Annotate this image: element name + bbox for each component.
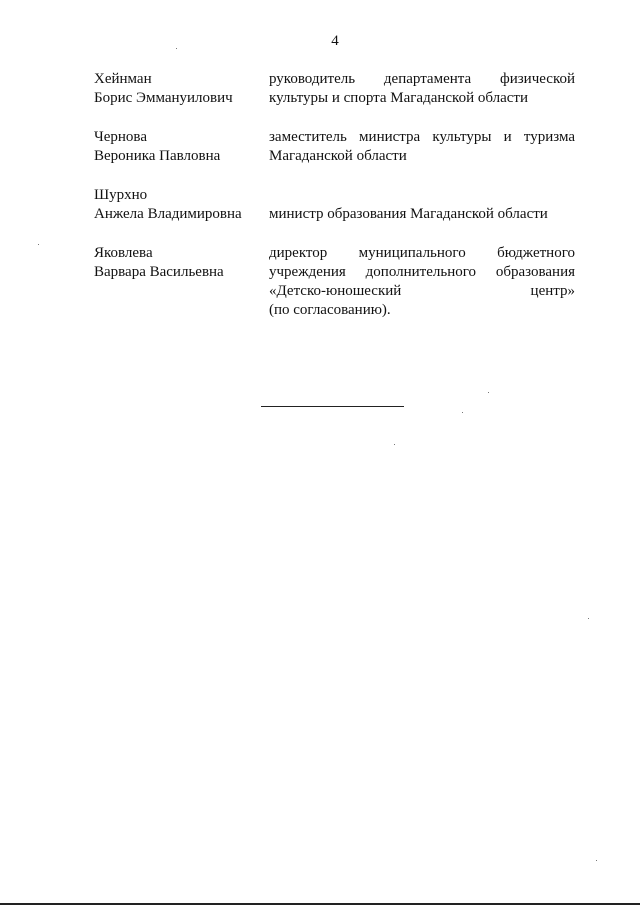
scan-speck <box>176 48 177 49</box>
scan-speck <box>462 412 463 413</box>
member-given-names: Борис Эммануилович <box>94 90 233 106</box>
scan-speck <box>38 244 39 245</box>
member-name <box>94 70 269 108</box>
member-position-line: «Детско-юношеский центр» <box>269 283 575 299</box>
member-entry <box>94 128 576 166</box>
member-position <box>269 128 575 166</box>
member-given-names: Анжела Владимировна <box>94 206 242 222</box>
member-position-line: заместитель министра культуры и туризма <box>269 129 575 145</box>
member-given-names: Варвара Васильевна <box>94 264 224 280</box>
member-position-line: (по согласованию). <box>269 302 391 318</box>
scan-speck <box>596 860 597 861</box>
member-list <box>94 70 576 340</box>
scan-speck <box>588 618 589 619</box>
member-position-line: Магаданской области <box>269 148 407 164</box>
member-position-line: культуры и спорта Магаданской области <box>269 90 528 106</box>
member-position-line: директор муниципального бюджетного <box>269 245 575 261</box>
member-surname: Чернова <box>94 129 147 145</box>
member-position <box>269 186 575 224</box>
member-given-names: Вероника Павловна <box>94 148 221 164</box>
scan-speck <box>488 392 489 393</box>
member-entry <box>94 70 576 108</box>
member-surname: Яковлева <box>94 245 153 261</box>
member-surname: Хейнман <box>94 71 152 87</box>
page-number: 4 <box>331 33 339 49</box>
scan-speck <box>394 444 395 445</box>
member-position-line: министр образования Магаданской области <box>269 206 548 222</box>
member-name <box>94 128 269 166</box>
member-position <box>269 70 575 108</box>
member-name <box>94 244 269 320</box>
member-position-line: руководитель департамента физической <box>269 71 575 87</box>
closing-divider <box>261 406 404 407</box>
member-name <box>94 186 269 224</box>
member-position-line: учреждения дополнительного образования <box>269 264 575 280</box>
member-surname: Шурхно <box>94 187 148 203</box>
member-entry <box>94 186 576 224</box>
member-position <box>269 244 575 320</box>
member-entry <box>94 244 576 320</box>
